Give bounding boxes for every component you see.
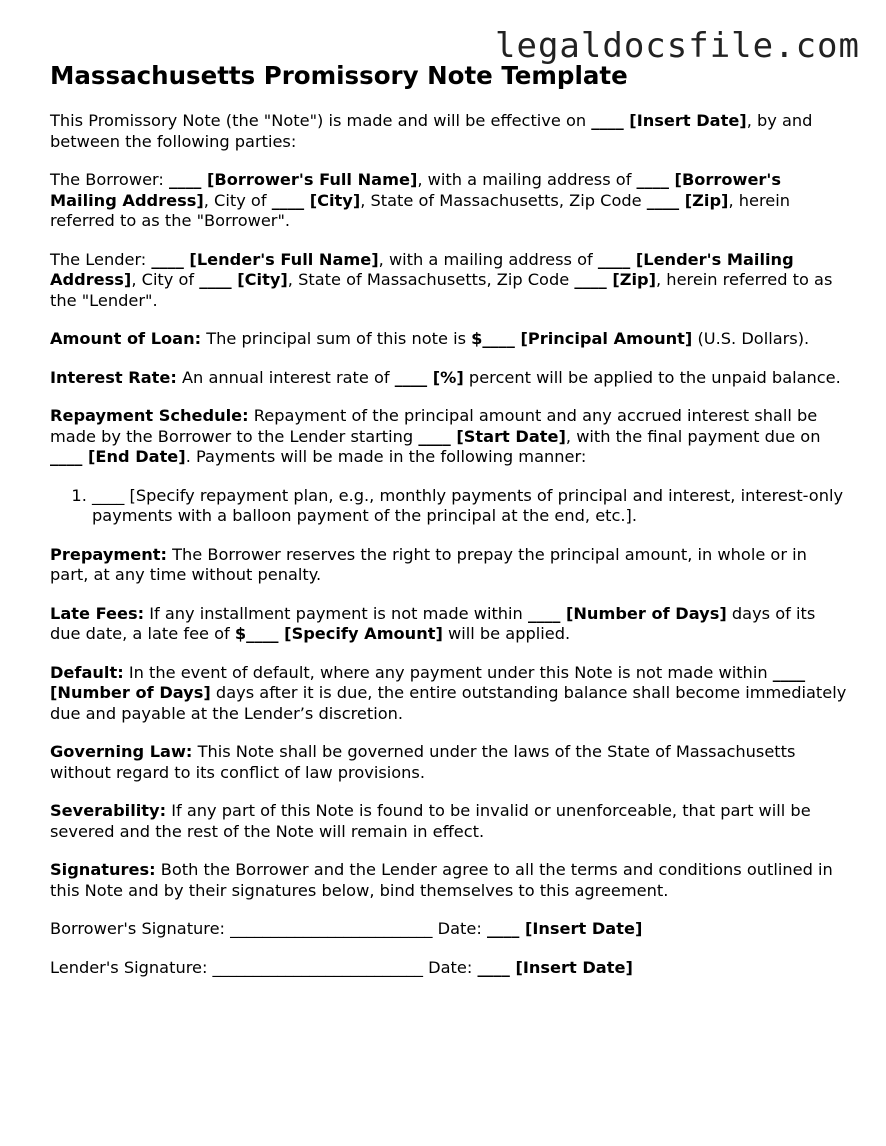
interest-text: An annual interest rate of	[176, 367, 395, 387]
severability-text: If any part of this Note is found to be invalid or unenforceable, that part will be severed and the rest of the Note will remain in effect.	[50, 801, 811, 841]
late-fees-label: Late Fees:	[50, 603, 145, 623]
late-fees-paragraph	[50, 604, 850, 645]
amount-text: (U.S. Dollars).	[692, 329, 810, 348]
governing-law-text: This Note shall be governed under the laws of the State of Massachusetts without regard to its conflict of law provisions.	[50, 742, 796, 782]
borrower-signature-text: Borrower's Signature: _________________________ Date:	[50, 919, 487, 938]
lender-text: The Lender:	[50, 249, 152, 269]
signatures-label: Signatures:	[50, 860, 156, 879]
repayment-text: , with the final payment due on	[565, 426, 821, 446]
interest-label: Interest Rate:	[50, 367, 177, 387]
default-days-field: ____ [Number of Days]	[50, 662, 806, 702]
late-days-field: ____ [Number of Days]	[527, 603, 727, 623]
intro-paragraph	[50, 111, 850, 152]
intro-text: This Promissory Note (the "Note") is made and will be effective on	[50, 111, 592, 130]
lender-signature-text: Lender's Signature: __________________________ Date:	[50, 957, 478, 977]
default-paragraph	[50, 663, 850, 725]
borrower-paragraph	[50, 170, 850, 232]
watermark-logo: legaldocsfile.com	[495, 26, 860, 66]
lender-name-field: ____ [Lender's Full Name]	[151, 249, 379, 269]
default-label: Default:	[50, 662, 124, 682]
repayment-text: Repayment of the principal amount and any accrued interest shall be made by the Borrower to the Lender starting	[50, 406, 818, 446]
repayment-paragraph	[50, 406, 850, 468]
lender-signature-line	[50, 958, 850, 979]
lender-signature-date-field: ____ [Insert Date]	[477, 957, 633, 977]
lender-city-field: ____ [City]	[199, 270, 288, 289]
interest-paragraph	[50, 368, 850, 389]
severability-paragraph	[50, 801, 850, 842]
prepayment-label: Prepayment:	[50, 544, 167, 564]
borrower-text: , State of Massachusetts, Zip Code	[360, 190, 647, 210]
borrower-name-field: ____ [Borrower's Full Name]	[169, 170, 418, 189]
borrower-text: The Borrower:	[50, 170, 170, 189]
lender-address-field: ____ [Lender's Mailing Address]	[50, 249, 794, 289]
late-fees-text: days of its due date, a late fee of	[50, 603, 816, 643]
governing-law-paragraph	[50, 742, 850, 783]
start-date-field: ____ [Start Date]	[418, 426, 566, 446]
repayment-label: Repayment Schedule:	[50, 406, 249, 425]
default-text: In the event of default, where any payment under this Note is not made within	[123, 662, 773, 682]
lender-zip-field: ____ [Zip]	[574, 270, 657, 289]
intro-text: , by and between the following parties:	[50, 111, 813, 151]
late-fee-amount-field: $____ [Specify Amount]	[234, 624, 443, 643]
interest-rate-field: ____ [%]	[394, 367, 464, 387]
prepayment-paragraph	[50, 545, 850, 586]
borrower-zip-field: ____ [Zip]	[646, 190, 729, 210]
list-item: 1. ____ [Specify repayment plan, e.g., monthly payments of principal and interest, interest-only payments with a balloon payment of the principal at the end, etc.].	[92, 486, 850, 527]
prepayment-text: The Borrower reserves the right to prepay the principal amount, in whole or in part, at any time without penalty.	[50, 544, 807, 584]
lender-text: , City of	[131, 270, 200, 289]
repayment-plan-list	[50, 486, 850, 527]
governing-law-label: Governing Law:	[50, 742, 193, 761]
lender-text: , with a mailing address of	[378, 249, 598, 269]
default-text: days after it is due, the entire outstanding balance shall become immediately due and payable at the Lender’s discretion.	[50, 683, 847, 723]
borrower-text: , herein referred to as the "Borrower".	[50, 190, 790, 230]
borrower-text: , City of	[203, 190, 272, 210]
borrower-text: , with a mailing address of	[417, 170, 637, 189]
signatures-paragraph	[50, 860, 850, 901]
lender-text: , State of Massachusetts, Zip Code	[287, 270, 575, 289]
severability-label: Severability:	[50, 801, 167, 820]
borrower-signature-date-field: ____ [Insert Date]	[486, 919, 643, 938]
principal-amount-field: $____ [Principal Amount]	[471, 329, 693, 348]
repayment-text: . Payments will be made in the following manner:	[185, 447, 587, 466]
lender-text: , herein referred to as the "Lender".	[50, 270, 833, 310]
borrower-city-field: ____ [City]	[271, 190, 361, 210]
signatures-text: Both the Borrower and the Lender agree to all the terms and conditions outlined in this Note and by their signatures below, bind themselves to this agreement.	[50, 860, 833, 900]
interest-text: percent will be applied to the unpaid balance.	[463, 367, 841, 387]
borrower-address-field: ____ [Borrower's Mailing Address]	[50, 170, 782, 210]
document-body	[50, 60, 850, 996]
amount-label: Amount of Loan:	[50, 329, 202, 348]
end-date-field: ____ [End Date]	[50, 447, 186, 466]
late-fees-text: will be applied.	[442, 624, 571, 643]
lender-paragraph	[50, 250, 850, 312]
amount-paragraph	[50, 329, 850, 350]
effective-date-field: ____ [Insert Date]	[591, 111, 747, 130]
borrower-signature-line	[50, 919, 850, 940]
page-title: Massachusetts Promissory Note Template	[50, 61, 628, 90]
late-fees-text: If any installment payment is not made within	[144, 603, 528, 623]
amount-text: The principal sum of this note is	[201, 329, 472, 348]
